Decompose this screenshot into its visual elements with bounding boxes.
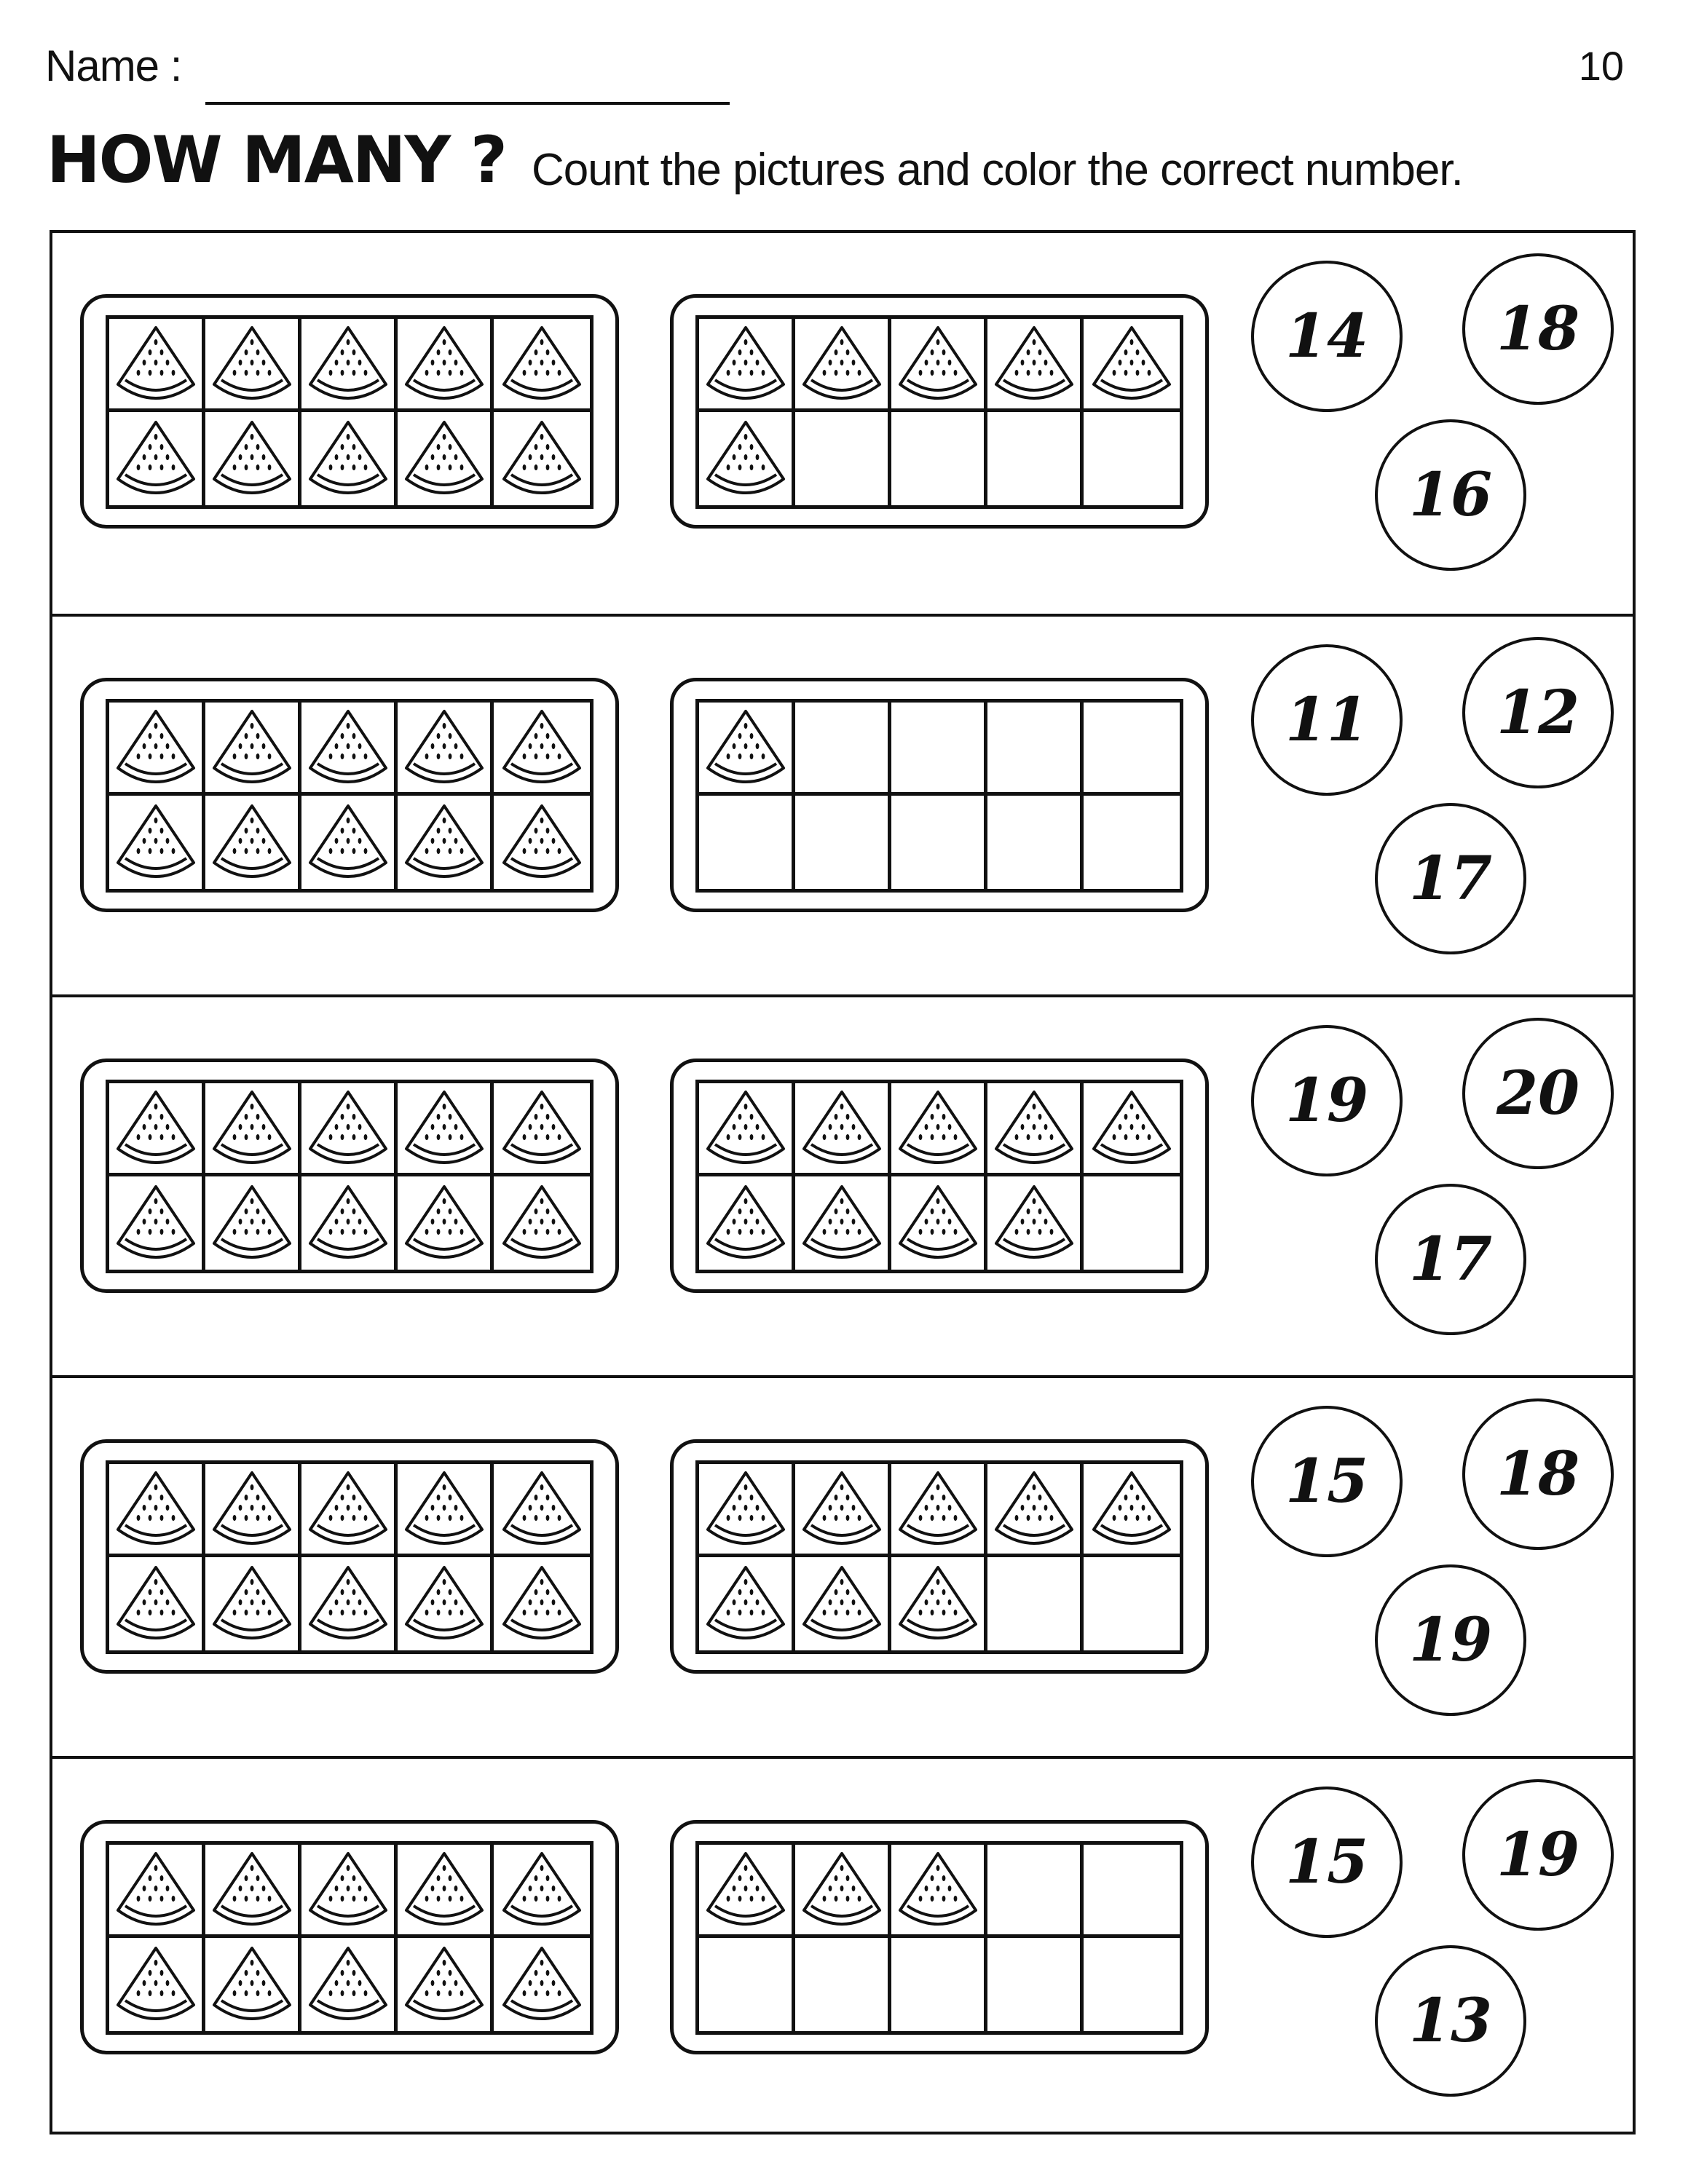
ten-frame-cell bbox=[109, 1176, 205, 1270]
number-choice[interactable]: 17 bbox=[1375, 1184, 1526, 1335]
counting-row bbox=[52, 1756, 1633, 2137]
ten-frame-cell bbox=[301, 796, 398, 889]
ten-frame-cell bbox=[891, 703, 987, 796]
ten-frame-cell bbox=[398, 319, 494, 412]
number-choice[interactable]: 14 bbox=[1251, 261, 1403, 412]
ten-frame-cell bbox=[205, 1464, 301, 1557]
ten-frame-cell bbox=[699, 412, 795, 505]
ten-frame-grid bbox=[106, 1841, 593, 2035]
number-choice[interactable]: 15 bbox=[1251, 1406, 1403, 1557]
watermelon-slice-icon bbox=[401, 1182, 488, 1264]
ten-frame-cell bbox=[205, 1557, 301, 1650]
ten-frame-cell bbox=[987, 1845, 1084, 1938]
watermelon-slice-icon bbox=[498, 1182, 585, 1264]
number-choice[interactable]: 17 bbox=[1375, 803, 1526, 954]
ten-frame-cell bbox=[795, 412, 891, 505]
watermelon-slice-icon bbox=[401, 707, 488, 788]
ten-frame-cell bbox=[301, 1176, 398, 1270]
ten-frame-cell bbox=[301, 1938, 398, 2031]
ten-frame-cell bbox=[987, 319, 1084, 412]
watermelon-slice-icon bbox=[1088, 1088, 1175, 1169]
ten-frame-cell bbox=[398, 1083, 494, 1176]
ten-frame-cell bbox=[398, 1464, 494, 1557]
ten-frame-cell bbox=[205, 319, 301, 412]
ten-frame-cell bbox=[699, 703, 795, 796]
watermelon-slice-icon bbox=[498, 418, 585, 499]
watermelon-slice-icon bbox=[401, 1468, 488, 1550]
watermelon-slice-icon bbox=[304, 1563, 392, 1645]
watermelon-slice-icon bbox=[498, 1849, 585, 1931]
watermelon-slice-icon bbox=[498, 1088, 585, 1169]
watermelon-slice-icon bbox=[498, 707, 585, 788]
watermelon-slice-icon bbox=[894, 1088, 982, 1169]
watermelon-slice-icon bbox=[894, 1182, 982, 1264]
ten-frame-cell bbox=[699, 1176, 795, 1270]
watermelon-slice-icon bbox=[208, 1944, 296, 2025]
ten-frame-cell bbox=[1084, 1845, 1180, 1938]
counting-row bbox=[52, 614, 1633, 994]
watermelon-slice-icon bbox=[798, 1468, 886, 1550]
ten-frame bbox=[80, 1059, 619, 1293]
ten-frame-grid bbox=[695, 315, 1183, 509]
ten-frame-cell bbox=[699, 1083, 795, 1176]
ten-frame bbox=[670, 1059, 1209, 1293]
ten-frame-grid bbox=[695, 1080, 1183, 1273]
watermelon-slice-icon bbox=[798, 1088, 886, 1169]
ten-frame-cell bbox=[398, 1176, 494, 1270]
ten-frame bbox=[80, 294, 619, 529]
watermelon-slice-icon bbox=[798, 323, 886, 405]
ten-frame-cell bbox=[795, 1557, 891, 1650]
ten-frame-cell bbox=[205, 1083, 301, 1176]
watermelon-slice-icon bbox=[112, 323, 200, 405]
watermelon-slice-icon bbox=[798, 1563, 886, 1645]
ten-frame-cell bbox=[494, 319, 590, 412]
ten-frame-cell bbox=[987, 412, 1084, 505]
ten-frame-cell bbox=[109, 1083, 205, 1176]
ten-frame-cell bbox=[398, 1845, 494, 1938]
ten-frame-cell bbox=[1084, 1083, 1180, 1176]
ten-frame bbox=[80, 1439, 619, 1674]
ten-frame-cell bbox=[987, 1557, 1084, 1650]
watermelon-slice-icon bbox=[112, 1182, 200, 1264]
ten-frame-cell bbox=[109, 1557, 205, 1650]
ten-frame-grid bbox=[106, 315, 593, 509]
ten-frame-cell bbox=[699, 796, 795, 889]
watermelon-slice-icon bbox=[208, 1088, 296, 1169]
watermelon-slice-icon bbox=[894, 323, 982, 405]
ten-frame-cell bbox=[987, 703, 1084, 796]
ten-frame-cell bbox=[205, 796, 301, 889]
watermelon-slice-icon bbox=[401, 323, 488, 405]
watermelon-slice-icon bbox=[112, 1563, 200, 1645]
watermelon-slice-icon bbox=[894, 1849, 982, 1931]
ten-frame-cell bbox=[205, 703, 301, 796]
ten-frame-cell bbox=[398, 1557, 494, 1650]
watermelon-slice-icon bbox=[990, 1088, 1078, 1169]
ten-frame-cell bbox=[1084, 412, 1180, 505]
watermelon-slice-icon bbox=[498, 1468, 585, 1550]
watermelon-slice-icon bbox=[798, 1182, 886, 1264]
watermelon-slice-icon bbox=[112, 802, 200, 883]
watermelon-slice-icon bbox=[304, 1088, 392, 1169]
ten-frame-cell bbox=[301, 412, 398, 505]
ten-frame-cell bbox=[301, 1464, 398, 1557]
ten-frame-cell bbox=[795, 1845, 891, 1938]
ten-frame bbox=[670, 678, 1209, 912]
ten-frame-cell bbox=[109, 796, 205, 889]
worksheet-title: HOW MANY ? bbox=[47, 122, 506, 197]
number-choice[interactable]: 19 bbox=[1251, 1025, 1403, 1176]
counting-row bbox=[52, 233, 1633, 614]
ten-frame-cell bbox=[987, 1464, 1084, 1557]
ten-frame-cell bbox=[891, 1176, 987, 1270]
ten-frame bbox=[80, 1820, 619, 2054]
ten-frame-cell bbox=[699, 1464, 795, 1557]
number-choice[interactable]: 18 bbox=[1462, 1398, 1614, 1550]
watermelon-slice-icon bbox=[208, 1563, 296, 1645]
watermelon-slice-icon bbox=[702, 1849, 789, 1931]
watermelon-slice-icon bbox=[304, 707, 392, 788]
watermelon-slice-icon bbox=[702, 418, 789, 499]
ten-frame-cell bbox=[494, 1083, 590, 1176]
ten-frame-cell bbox=[398, 796, 494, 889]
ten-frame-cell bbox=[494, 1938, 590, 2031]
ten-frame-cell bbox=[699, 1938, 795, 2031]
ten-frame-cell bbox=[301, 1845, 398, 1938]
ten-frame-cell bbox=[494, 412, 590, 505]
watermelon-slice-icon bbox=[208, 323, 296, 405]
ten-frame-cell bbox=[795, 796, 891, 889]
ten-frame-cell bbox=[891, 319, 987, 412]
ten-frame-cell bbox=[494, 1557, 590, 1650]
watermelon-slice-icon bbox=[1088, 1468, 1175, 1550]
ten-frame-cell bbox=[494, 1464, 590, 1557]
ten-frame-cell bbox=[699, 1557, 795, 1650]
ten-frame-grid bbox=[106, 1460, 593, 1654]
watermelon-slice-icon bbox=[112, 1088, 200, 1169]
watermelon-slice-icon bbox=[304, 1944, 392, 2025]
watermelon-slice-icon bbox=[401, 802, 488, 883]
number-choice[interactable]: 15 bbox=[1251, 1787, 1403, 1938]
ten-frame bbox=[670, 1439, 1209, 1674]
number-choice[interactable]: 18 bbox=[1462, 253, 1614, 405]
watermelon-slice-icon bbox=[990, 1182, 1078, 1264]
watermelon-slice-icon bbox=[112, 1468, 200, 1550]
ten-frame-cell bbox=[891, 1464, 987, 1557]
watermelon-slice-icon bbox=[304, 323, 392, 405]
watermelon-slice-icon bbox=[112, 1944, 200, 2025]
watermelon-slice-icon bbox=[702, 1182, 789, 1264]
watermelon-slice-icon bbox=[498, 802, 585, 883]
ten-frame-cell bbox=[109, 1938, 205, 2031]
ten-frame-cell bbox=[398, 703, 494, 796]
ten-frame-cell bbox=[1084, 1176, 1180, 1270]
counting-row bbox=[52, 1375, 1633, 1756]
watermelon-slice-icon bbox=[990, 323, 1078, 405]
number-choice[interactable]: 20 bbox=[1462, 1018, 1614, 1169]
ten-frame-grid bbox=[695, 699, 1183, 893]
ten-frame-cell bbox=[301, 1557, 398, 1650]
ten-frame-cell bbox=[1084, 1557, 1180, 1650]
watermelon-slice-icon bbox=[498, 1563, 585, 1645]
ten-frame-cell bbox=[795, 1938, 891, 2031]
number-choice[interactable]: 12 bbox=[1462, 637, 1614, 788]
ten-frame-grid bbox=[695, 1460, 1183, 1654]
ten-frame-cell bbox=[699, 1845, 795, 1938]
ten-frame-cell bbox=[301, 703, 398, 796]
ten-frame-cell bbox=[494, 796, 590, 889]
watermelon-slice-icon bbox=[498, 323, 585, 405]
ten-frame-grid bbox=[695, 1841, 1183, 2035]
watermelon-slice-icon bbox=[702, 1563, 789, 1645]
number-choice[interactable]: 13 bbox=[1375, 1945, 1526, 2097]
page-number: 10 bbox=[1578, 43, 1624, 89]
ten-frame-cell bbox=[398, 412, 494, 505]
watermelon-slice-icon bbox=[401, 1849, 488, 1931]
watermelon-slice-icon bbox=[304, 418, 392, 499]
watermelon-slice-icon bbox=[208, 1849, 296, 1931]
watermelon-slice-icon bbox=[208, 707, 296, 788]
watermelon-slice-icon bbox=[112, 418, 200, 499]
worksheet-grid bbox=[50, 230, 1636, 2134]
ten-frame-cell bbox=[795, 319, 891, 412]
ten-frame-cell bbox=[987, 1938, 1084, 2031]
ten-frame-cell bbox=[494, 1845, 590, 1938]
ten-frame-cell bbox=[987, 1176, 1084, 1270]
watermelon-slice-icon bbox=[702, 323, 789, 405]
ten-frame-cell bbox=[494, 1176, 590, 1270]
watermelon-slice-icon bbox=[401, 1944, 488, 2025]
counting-row bbox=[52, 994, 1633, 1375]
ten-frame bbox=[670, 1820, 1209, 2054]
watermelon-slice-icon bbox=[401, 1563, 488, 1645]
watermelon-slice-icon bbox=[1088, 323, 1175, 405]
watermelon-slice-icon bbox=[798, 1849, 886, 1931]
name-label: Name : bbox=[45, 41, 182, 90]
number-choice[interactable]: 11 bbox=[1251, 644, 1403, 796]
ten-frame-cell bbox=[1084, 703, 1180, 796]
ten-frame-cell bbox=[795, 1464, 891, 1557]
ten-frame-cell bbox=[1084, 319, 1180, 412]
ten-frame-cell bbox=[205, 412, 301, 505]
watermelon-slice-icon bbox=[304, 1182, 392, 1264]
ten-frame-cell bbox=[891, 1557, 987, 1650]
watermelon-slice-icon bbox=[894, 1468, 982, 1550]
ten-frame-cell bbox=[205, 1938, 301, 2031]
watermelon-slice-icon bbox=[401, 1088, 488, 1169]
ten-frame-grid bbox=[106, 1080, 593, 1273]
watermelon-slice-icon bbox=[208, 802, 296, 883]
ten-frame-cell bbox=[109, 1845, 205, 1938]
watermelon-slice-icon bbox=[304, 1849, 392, 1931]
watermelon-slice-icon bbox=[304, 1468, 392, 1550]
watermelon-slice-icon bbox=[990, 1468, 1078, 1550]
name-line[interactable] bbox=[205, 102, 730, 105]
instructions: Count the pictures and color the correct number. bbox=[532, 145, 1463, 195]
ten-frame-cell bbox=[987, 1083, 1084, 1176]
watermelon-slice-icon bbox=[401, 418, 488, 499]
ten-frame bbox=[670, 294, 1209, 529]
ten-frame-cell bbox=[987, 796, 1084, 889]
ten-frame-cell bbox=[109, 412, 205, 505]
watermelon-slice-icon bbox=[208, 1468, 296, 1550]
watermelon-slice-icon bbox=[702, 707, 789, 788]
ten-frame-cell bbox=[205, 1845, 301, 1938]
ten-frame-cell bbox=[891, 1938, 987, 2031]
ten-frame-cell bbox=[398, 1938, 494, 2031]
watermelon-slice-icon bbox=[208, 418, 296, 499]
watermelon-slice-icon bbox=[112, 1849, 200, 1931]
ten-frame-cell bbox=[795, 1083, 891, 1176]
ten-frame-cell bbox=[301, 1083, 398, 1176]
ten-frame-cell bbox=[109, 319, 205, 412]
ten-frame-cell bbox=[891, 412, 987, 505]
ten-frame-cell bbox=[109, 1464, 205, 1557]
watermelon-slice-icon bbox=[304, 802, 392, 883]
watermelon-slice-icon bbox=[702, 1468, 789, 1550]
watermelon-slice-icon bbox=[894, 1563, 982, 1645]
ten-frame-cell bbox=[795, 703, 891, 796]
ten-frame-cell bbox=[891, 1083, 987, 1176]
ten-frame-cell bbox=[109, 703, 205, 796]
ten-frame-cell bbox=[1084, 1464, 1180, 1557]
number-choice[interactable]: 19 bbox=[1375, 1564, 1526, 1716]
ten-frame-cell bbox=[1084, 1938, 1180, 2031]
watermelon-slice-icon bbox=[208, 1182, 296, 1264]
watermelon-slice-icon bbox=[112, 707, 200, 788]
ten-frame-cell bbox=[1084, 796, 1180, 889]
number-choice[interactable]: 19 bbox=[1462, 1779, 1614, 1931]
ten-frame-cell bbox=[699, 319, 795, 412]
ten-frame-cell bbox=[494, 703, 590, 796]
watermelon-slice-icon bbox=[702, 1088, 789, 1169]
watermelon-slice-icon bbox=[498, 1944, 585, 2025]
ten-frame-cell bbox=[795, 1176, 891, 1270]
number-choice[interactable]: 16 bbox=[1375, 419, 1526, 571]
ten-frame-cell bbox=[205, 1176, 301, 1270]
ten-frame-cell bbox=[301, 319, 398, 412]
ten-frame-grid bbox=[106, 699, 593, 893]
ten-frame-cell bbox=[891, 1845, 987, 1938]
ten-frame-cell bbox=[891, 796, 987, 889]
ten-frame bbox=[80, 678, 619, 912]
